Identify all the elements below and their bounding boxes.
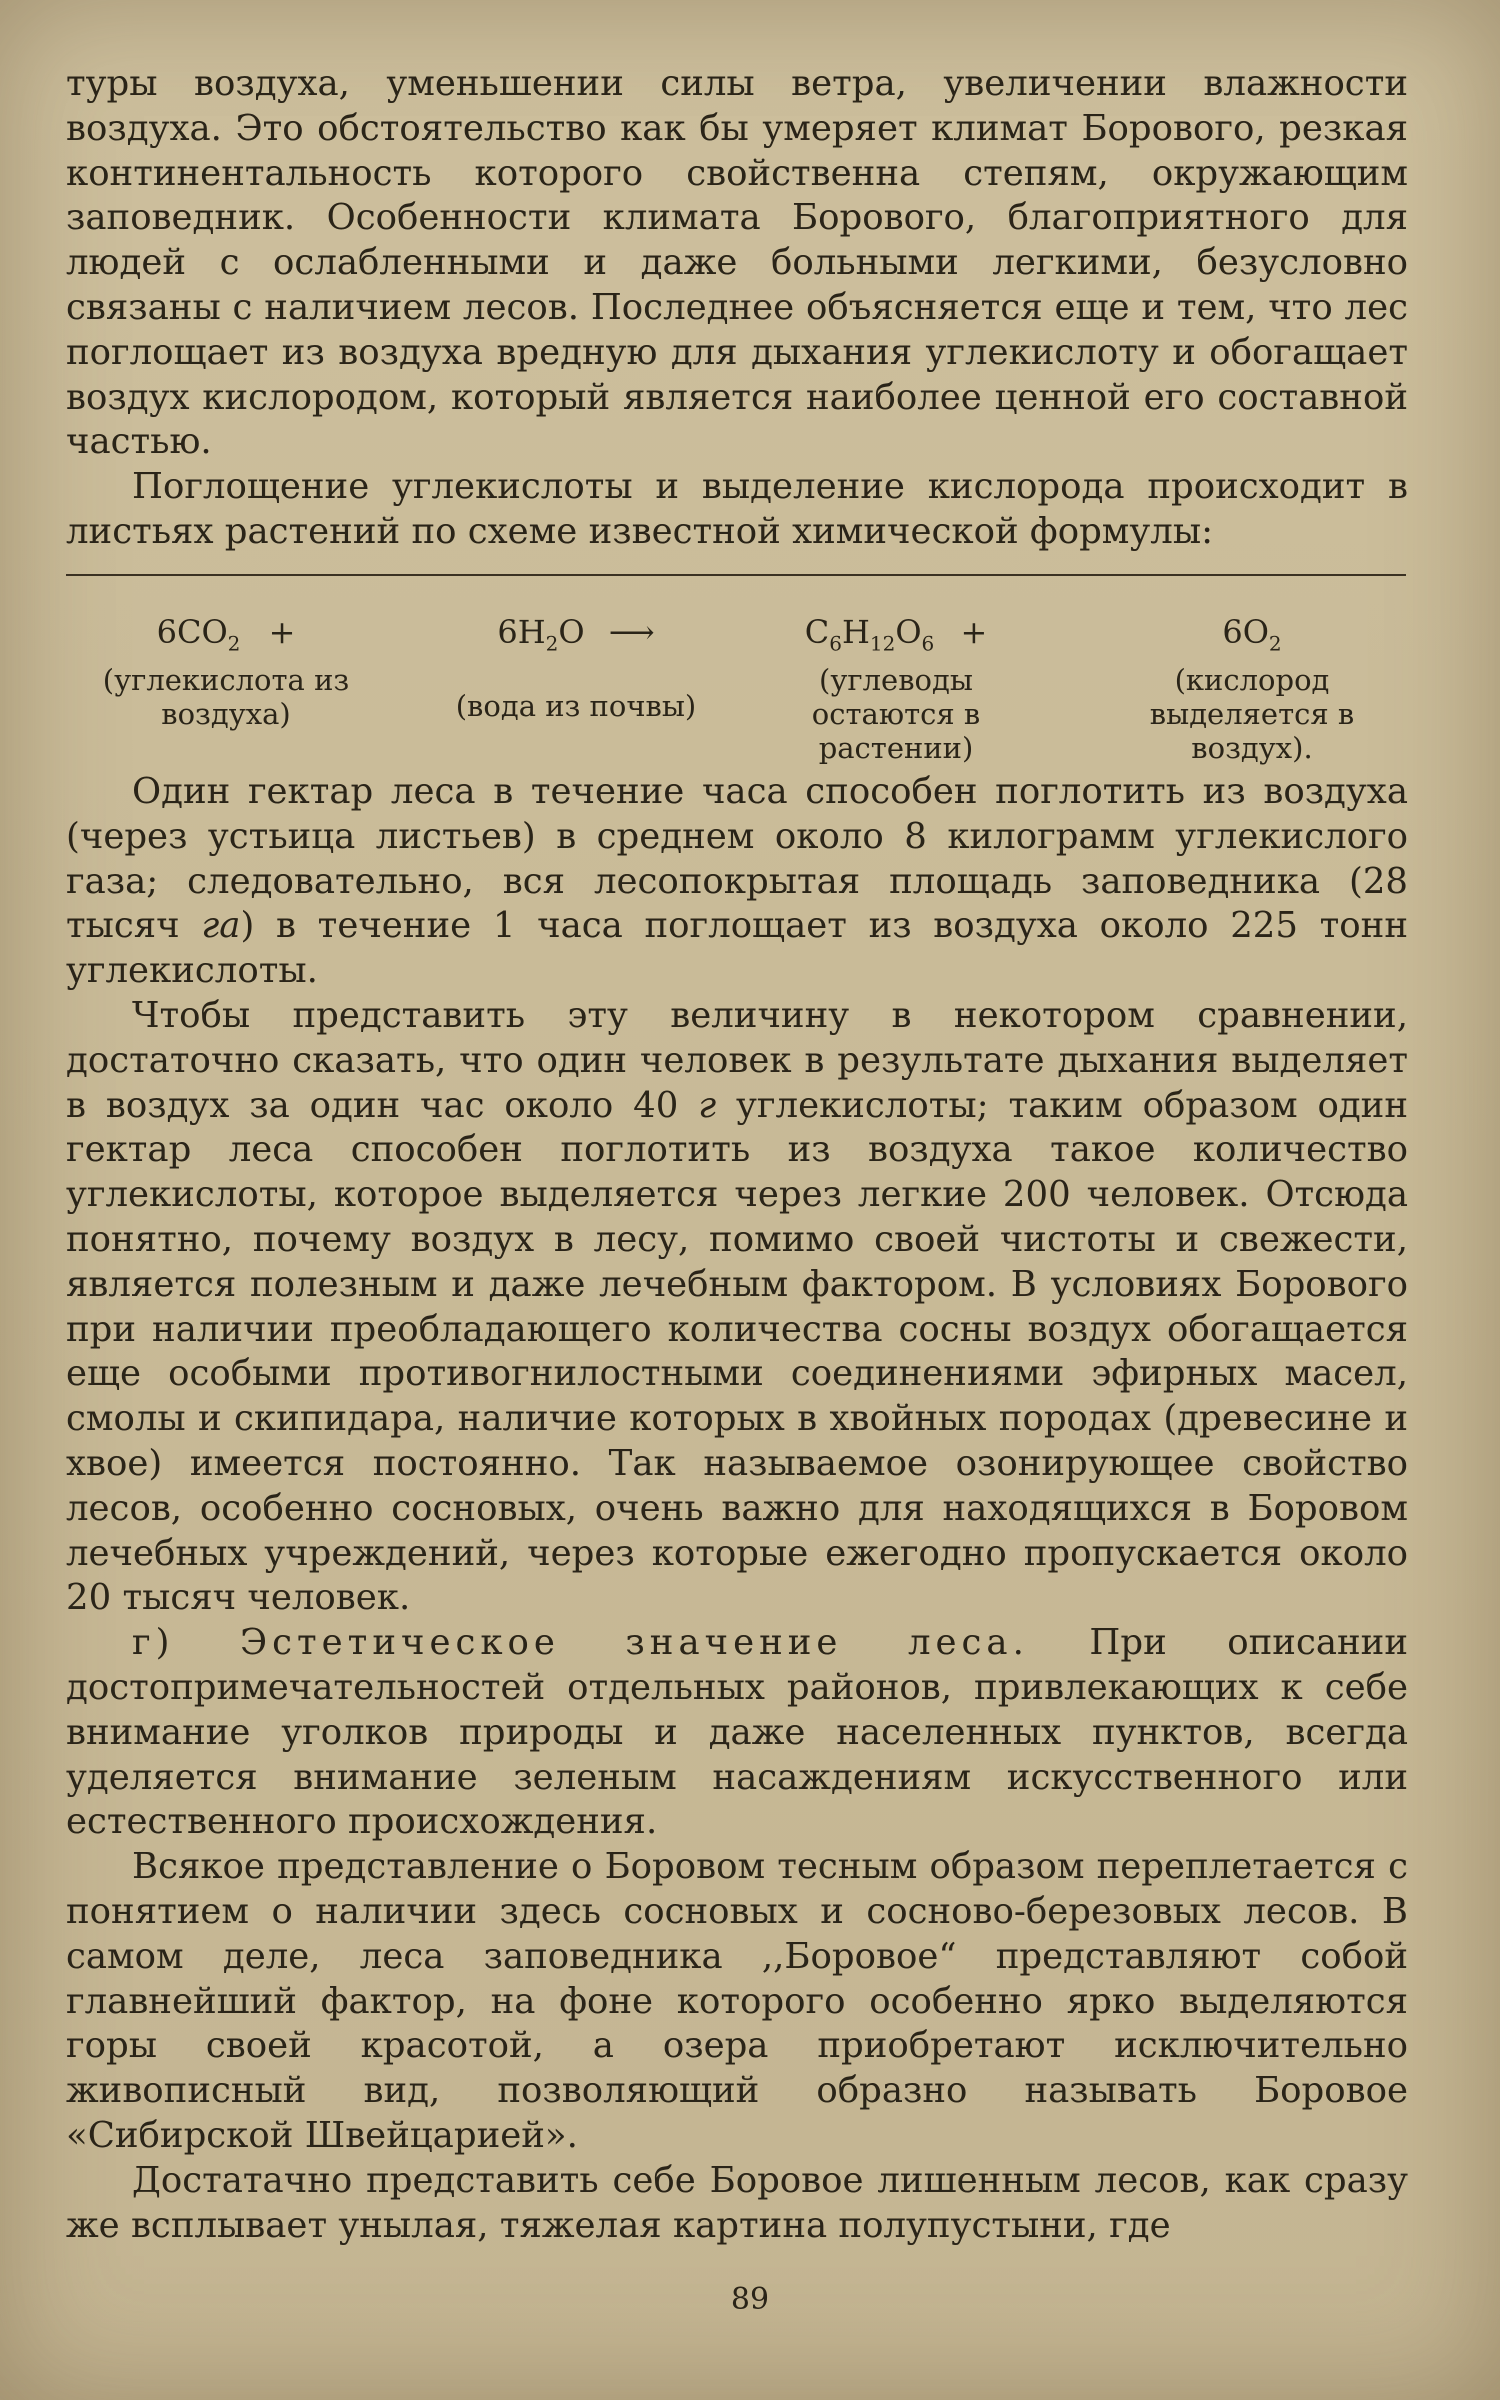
formula-divider [66, 574, 1406, 576]
chemical-formula [66, 612, 1408, 766]
paragraph-without-forests: Достатачно представить себе Боровое лишенным лесов, как сразу же всплывает унылая, тяжелая картина полупустыни, где [66, 2159, 1408, 2246]
paragraph-formula-intro: Поглощение углекислоты и выделение кислорода происходит в листьях растений по схеме известной химической формулы: [66, 466, 1408, 552]
formula-term-h2o: $6H_2O$ ⟶ (вода из почвы) [426, 612, 726, 723]
paragraph-hectare: Один гектар леса в течение часа способен поглотить из воздуха (через устьица листьев) в среднем около 8 килограмм углекислого газа; следовательно, вся лесопокрытая площадь заповедника (28 тысяч га) в течение 1 часа поглощает из воздуха около 225 тонн углекислоты. [66, 771, 1408, 992]
formula-note-o2: (кислород выделяется в воздух). [1149, 663, 1355, 766]
paragraph-aesthetic: г) Эстетическое значение леса. При описании достопримечательностей отдельных районов, привлекающих к себе внимание уголков природы и даже населенных пунктов, всегда уделяется внимание зеленым насаждениям искусственного или естественного происхождения. [66, 1622, 1408, 1843]
paragraph-climate: туры воздуха, уменьшении силы ветра, увеличении влажности воздуха. Это обстоятельство как бы умеряет климат Борового, резкая континентальность которого свойственна степям, окружающим заповедник. Особенности климата Борового, благоприятного для людей с ослабленными и даже больными легкими, безусловно связаны с наличием лесов. Последнее объясняется еще и тем, что лес поглощает из воздуха вредную для дыхания углекислоту и обогащает воздух кислородом, который является наиболее ценной его составной частью. [66, 63, 1408, 463]
section-heading: г) Эстетическое значение леса. [132, 1622, 1029, 1664]
formula-term-co2: $6CO_2$ + (углекислота из воздуха) [66, 612, 386, 731]
paragraph-comparison: Чтобы представить эту величину в некотором сравнении, достаточно сказать, что один человек в результате дыхания выделяет в воздух за один час около 40 г углекислоты; таким образом один гектар леса способен поглотить из воздуха такое количество углекислоты, которое выделяется через легкие 200 человек. Отсюда понятно, почему воздух в лесу, помимо своей чистоты и свежести, является полезным и даже лечебным фактором. В условиях Борового при наличии преобладающего количества сосны воздух обогащается еще особыми противогнилостными соединениями эфирных масел, смолы и скипидара, наличие которых в хвойных породах (древесине и хвое) имеется постоянно. Так называемое озонирующее свойство лесов, особенно сосновых, очень важно для находящихся в Боровом лечебных учреждений, через которые ежегодно пропускается около 20 тысяч человек. [66, 994, 1408, 1619]
main-text-block [66, 770, 1408, 2248]
formula-note-h2o: (вода из почвы) [455, 689, 697, 724]
formula-note-glucose: (углеводы остаются в растении) [811, 663, 981, 766]
formula-term-glucose: $C_6H_{12}O_6$ + (углеводы остаются в растении) [746, 612, 1046, 765]
page-number: 89 [730, 2282, 770, 2317]
paragraph-borovoe: Всякое представление о Боровом тесным образом переплетается с понятием о наличии здесь сосновых и сосново-березовых лесов. В самом деле, леса заповедника ,,Боровое“ представляют собой главнейший фактор, на фоне которого особенно ярко выделяются горы своей красотой, а озера приобретают исключительно живописный вид, позволяющий образно называть Боровое «Сибирской Швейцарией». [66, 1846, 1408, 2156]
formula-term-o2: $6O_2$ (кислород выделяется в воздух). [1096, 612, 1408, 765]
top-text-block [66, 62, 1408, 555]
formula-note-co2: (углекислота из воздуха) [102, 663, 350, 732]
